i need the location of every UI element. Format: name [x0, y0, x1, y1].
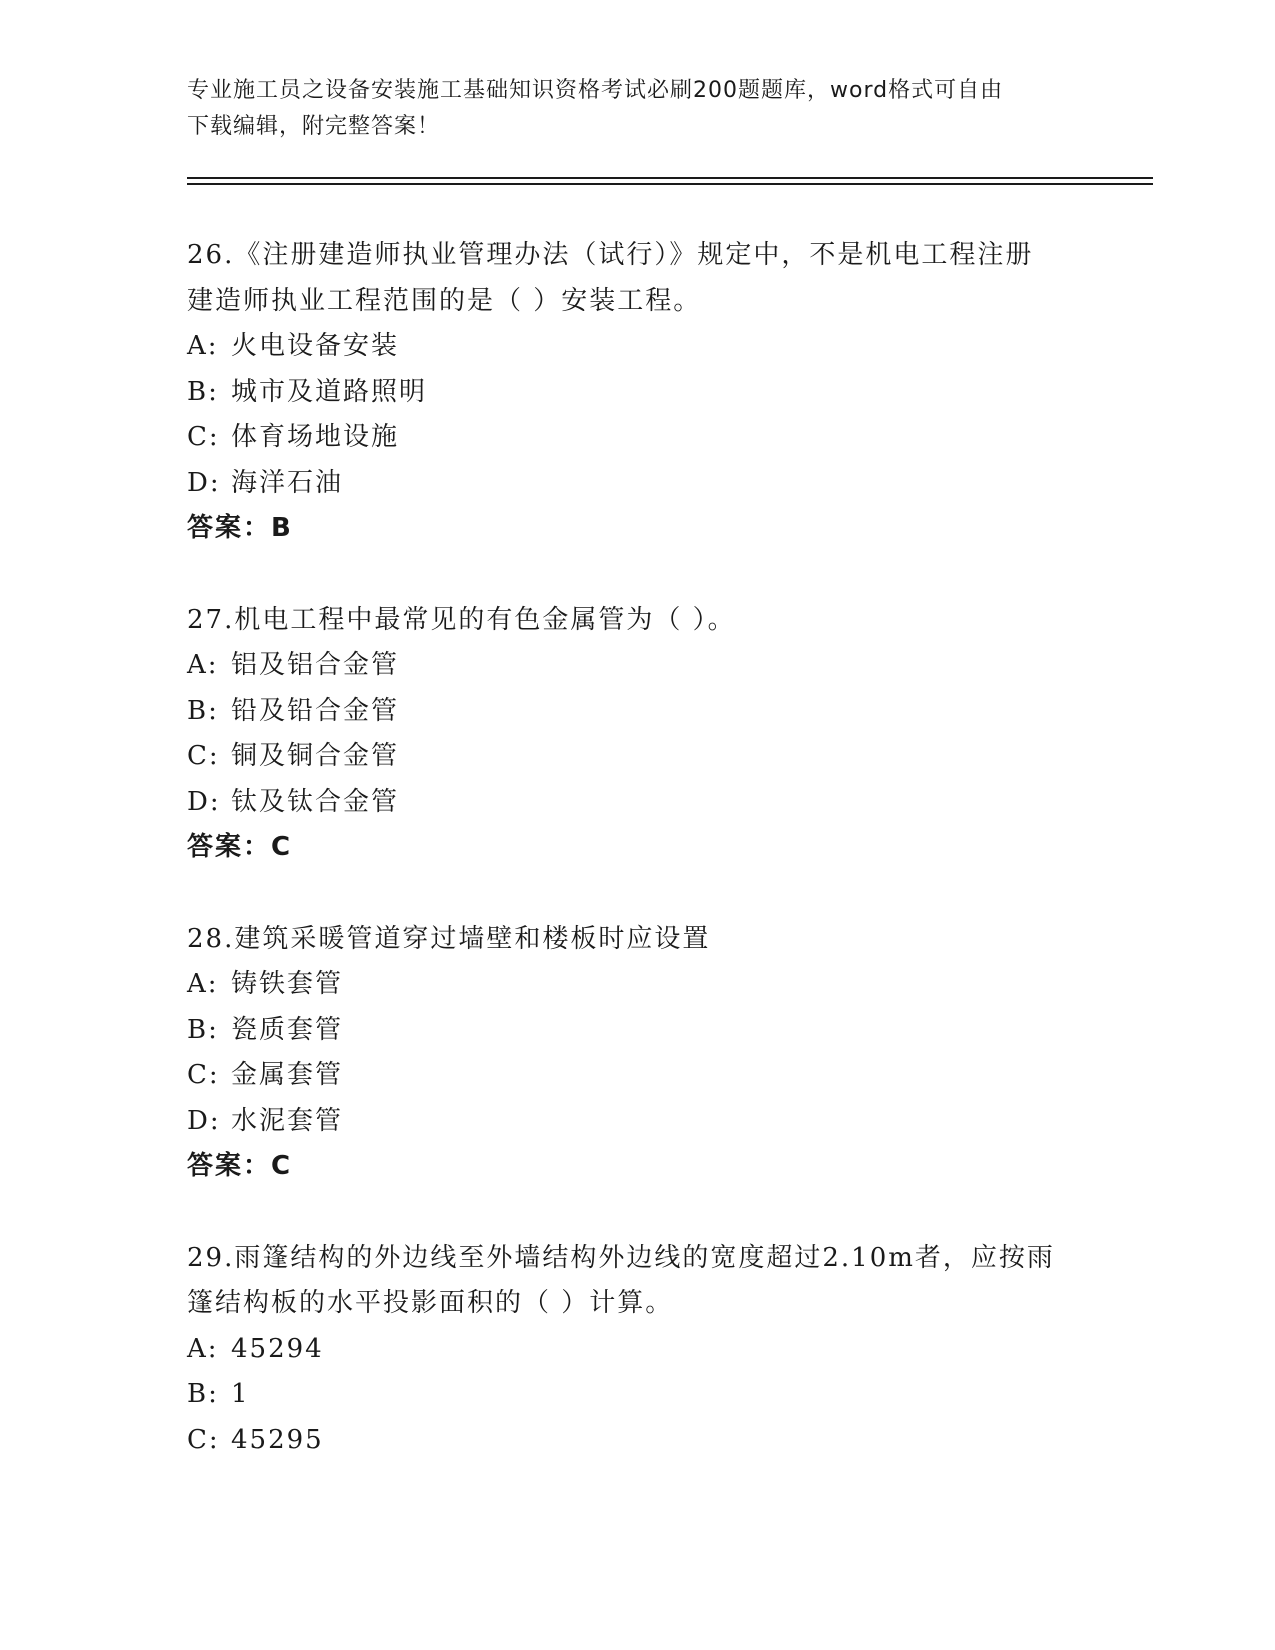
option-key: C:: [187, 1060, 220, 1090]
option-a: [187, 324, 1087, 370]
option-key: D:: [187, 467, 221, 498]
option-d: [187, 780, 1087, 826]
answer: 答案：C: [187, 832, 293, 862]
header-divider-bottom: [187, 183, 1153, 185]
answer: 答案：C: [187, 1151, 293, 1181]
option-text: 瓷质套管: [231, 1014, 344, 1045]
option-c: [187, 1053, 1087, 1099]
option-key: D:: [187, 1105, 221, 1136]
option-text: 45295: [231, 1424, 324, 1455]
option-text: 钛及钛合金管: [231, 786, 400, 817]
option-key: D:: [187, 786, 221, 817]
option-a: [187, 1327, 1087, 1373]
option-text: 火电设备安装: [231, 331, 400, 361]
question-29: [187, 1236, 1087, 1464]
option-text: 铜及铜合金管: [231, 741, 400, 771]
option-text: 1: [231, 1379, 250, 1409]
option-a: [187, 643, 1087, 689]
option-b: [187, 1372, 1087, 1418]
header-divider-top: [187, 177, 1153, 179]
document-header: [187, 73, 1087, 145]
option-key: B:: [187, 1014, 219, 1045]
option-key: C:: [187, 741, 220, 771]
option-b: [187, 1008, 1087, 1054]
option-text: 水泥套管: [231, 1105, 344, 1136]
option-text: 体育场地设施: [231, 422, 400, 452]
option-a: [187, 962, 1087, 1008]
question-28: [187, 917, 1087, 1190]
option-key: A:: [187, 650, 219, 680]
option-key: A:: [187, 1333, 219, 1364]
option-b: [187, 370, 1087, 416]
question-stem-line: 篷结构板的水平投影面积的（ ）计算。: [187, 1288, 674, 1318]
question-stem: [187, 917, 1087, 963]
option-key: B:: [187, 1379, 219, 1409]
option-text: 海洋石油: [231, 467, 344, 498]
option-c: [187, 415, 1087, 461]
header-line-2: 下载编辑，附完整答案！: [187, 114, 441, 139]
question-stem: [187, 598, 1087, 644]
question-27: [187, 598, 1087, 871]
question-stem-line: 26.《注册建造师执业管理办法（试行）》规定中，不是机电工程注册: [187, 240, 1034, 270]
question-stem: [187, 1236, 1087, 1327]
option-c: [187, 734, 1087, 780]
option-b: [187, 689, 1087, 735]
option-d: [187, 461, 1087, 507]
option-key: C:: [187, 422, 220, 452]
question-list: [187, 233, 1087, 1509]
answer: 答案：B: [187, 513, 293, 543]
option-text: 金属套管: [231, 1060, 344, 1090]
option-key: A:: [187, 969, 219, 999]
header-line-1: 专业施工员之设备安装施工基础知识资格考试必刷200题题库，word格式可自由: [187, 78, 1004, 103]
question-stem-line: 28.建筑采暖管道穿过墙壁和楼板时应设置: [187, 923, 711, 954]
option-text: 城市及道路照明: [231, 376, 428, 407]
option-key: B:: [187, 376, 219, 407]
option-key: C:: [187, 1424, 220, 1455]
question-stem-line: 建造师执业工程范围的是（ ）安装工程。: [187, 285, 702, 316]
question-stem-line: 29.雨篷结构的外边线至外墙结构外边线的宽度超过2.10m者，应按雨: [187, 1242, 1055, 1273]
option-text: 铝及铝合金管: [231, 650, 400, 680]
option-key: B:: [187, 695, 219, 726]
question-stem: [187, 233, 1087, 324]
option-c: [187, 1418, 1087, 1464]
option-key: A:: [187, 331, 219, 361]
option-text: 45294: [231, 1333, 324, 1364]
question-26: [187, 233, 1087, 552]
option-d: [187, 1099, 1087, 1145]
option-text: 铅及铅合金管: [231, 695, 400, 726]
question-stem-line: 27.机电工程中最常见的有色金属管为（ ）。: [187, 604, 736, 635]
option-text: 铸铁套管: [231, 969, 344, 999]
